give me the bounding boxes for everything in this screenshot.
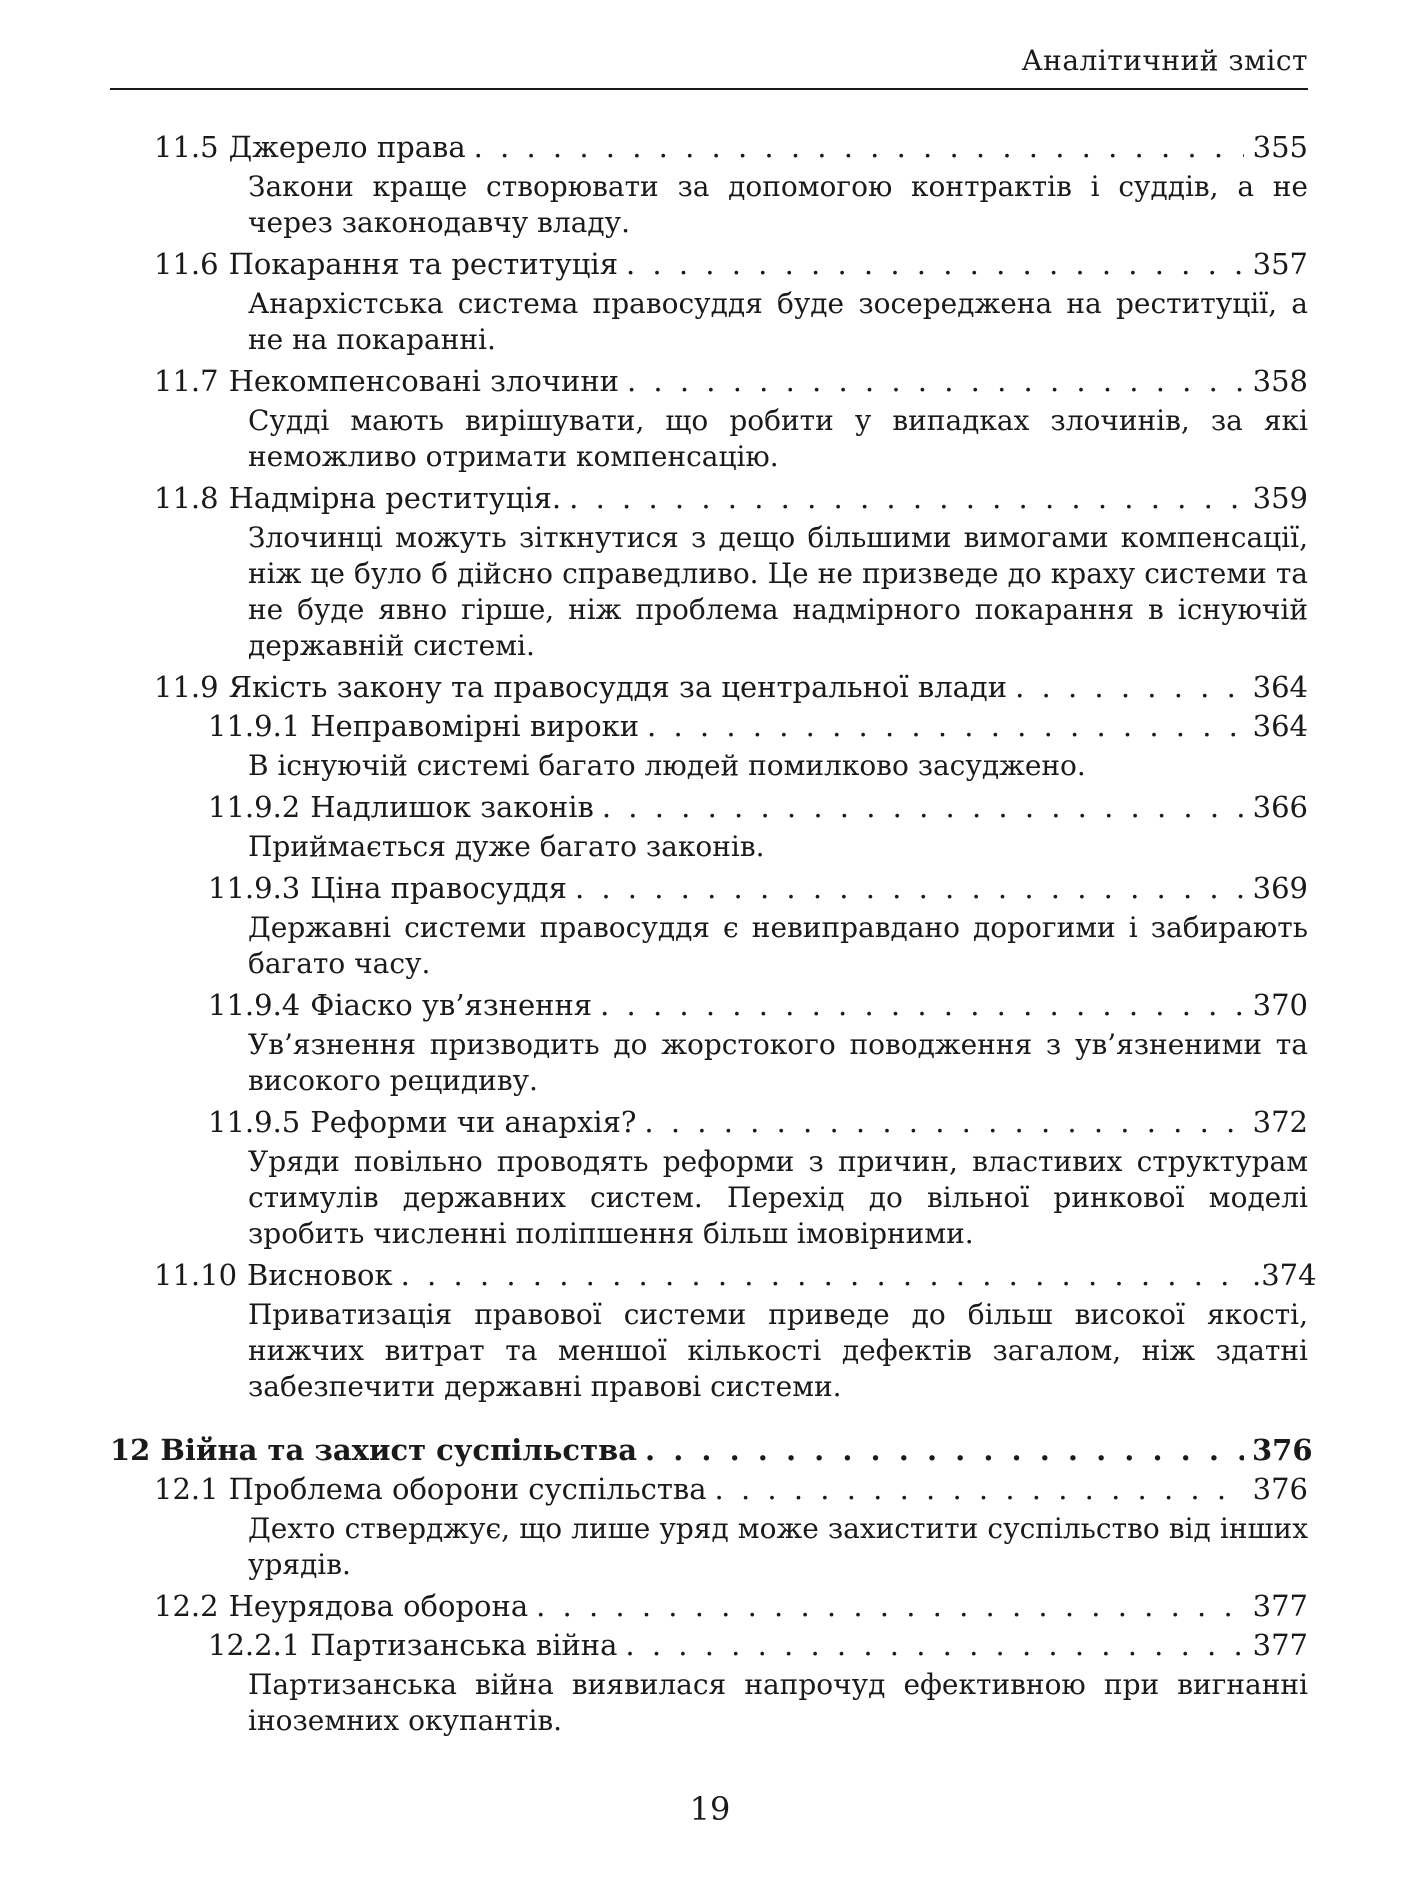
page-number: 359 [1252,481,1308,515]
page-number: 358 [1252,364,1308,398]
section-title: Надмірна реституція. [228,481,562,515]
section-summary: Закони краще створювати за допомогою контрактів і суддів, а не через законодавчу владу. [248,170,1308,239]
dot-leader [569,479,1244,518]
section-number: 12.2 [154,1589,219,1623]
dot-leader [401,1256,1244,1295]
page-number: 355 [1252,130,1308,164]
section-title: Некомпенсовані злочини [228,364,619,398]
chapter-number: 12 [110,1433,151,1467]
section-number: 11.9.4 [208,988,301,1022]
page-number: 377 [1252,1589,1308,1623]
page-number: 364 [1252,670,1308,704]
page-number: 366 [1252,790,1308,824]
toc-entry[interactable] [110,362,1308,401]
section-number: 11.9 [154,670,219,704]
section-summary: Судді мають вирішувати, що робити у випадках злочинів, за які неможливо отримати компенсацію. [248,404,1308,473]
page-number: 377 [1252,1628,1308,1662]
section-title: Висновок [247,1258,393,1292]
page-number: .374 [1252,1258,1317,1292]
dot-leader [644,1103,1244,1142]
section-title: Проблема оборони суспільства [228,1472,707,1506]
section-title: Неурядова оборона [228,1589,529,1623]
dot-leader [474,128,1244,167]
section-summary: В існуючій системі багато людей помилково засуджено. [248,749,1086,782]
page-number: 376 [1252,1472,1308,1506]
section-summary: Партизанська війна виявилася напрочуд ефективною при вигнанні іноземних окупантів. [248,1668,1308,1737]
running-header-title: Аналітичний зміст [1021,44,1308,77]
dot-leader [600,986,1244,1025]
section-title: Реформи чи анархія? [310,1105,637,1139]
section-summary: Державні системи правосуддя є невиправдано дорогими і забирають багато часу. [248,911,1308,980]
section-title: Надлишок законів [310,790,594,824]
section-title: Якість закону та правосуддя за центральної влади [228,670,1008,704]
section-number: 11.7 [154,364,219,398]
section-number: 11.5 [154,130,219,164]
dot-leader [626,245,1244,284]
page-number: 376 [1252,1433,1313,1467]
section-number: 11.9.3 [208,871,301,905]
section-number: 11.9.1 [208,709,301,743]
section-summary: Приватизація правової системи приведе до більш високої якості, нижчих витрат та меншої кількості дефектів загалом, ніж здатні забезпечити державні правові системи. [248,1298,1308,1403]
toc-entry[interactable] [110,479,1308,518]
section-number: 11.8 [154,481,219,515]
page-number: 364 [1252,709,1308,743]
dot-leader [1015,668,1244,707]
toc-entry[interactable] [110,1626,1308,1665]
toc-entry[interactable] [110,707,1308,746]
section-number: 12.1 [154,1472,219,1506]
toc-entry[interactable] [110,1256,1317,1295]
page-folio: 19 [689,1790,731,1828]
toc-entry[interactable] [110,128,1308,167]
toc-entry[interactable] [110,986,1308,1025]
running-header [110,40,1308,90]
page-number: 369 [1252,871,1308,905]
section-title: Фіаско ув’язнення [310,988,593,1022]
section-title: Ціна правосуддя [310,871,567,905]
chapter-title: Війна та захист суспільства [160,1433,638,1467]
section-number: 11.9.5 [208,1105,301,1139]
dot-leader [625,1626,1244,1665]
section-summary: Ув’язнення призводить до жорстокого поводження з ув’язненими та високого рецидиву. [248,1028,1308,1097]
dot-leader [627,362,1244,401]
section-title: Джерело права [228,130,466,164]
dot-leader [645,1431,1244,1470]
section-summary: Уряди повільно проводять реформи з причин, властивих структурам стимулів державних систем. Перехід до вільної ринкової моделі зробить численні поліпшення більш імовірними. [248,1145,1308,1250]
dot-leader [536,1587,1244,1626]
section-title: Неправомірні вироки [310,709,640,743]
page-number: 372 [1252,1105,1308,1139]
section-summary: Приймається дуже багато законів. [248,830,765,863]
dot-leader [647,707,1244,746]
section-number: 11.9.2 [208,790,301,824]
page-number: 357 [1252,247,1308,281]
section-title: Покарання та реституція [228,247,618,281]
table-of-contents [110,128,1317,1743]
toc-entry[interactable] [110,245,1308,284]
section-number: 12.2.1 [208,1628,301,1662]
dot-leader [602,788,1244,827]
toc-entry[interactable] [110,1587,1308,1626]
section-number: 11.6 [154,247,219,281]
dot-leader [575,869,1244,908]
toc-entry[interactable] [110,869,1308,908]
dot-leader [715,1470,1244,1509]
toc-entry[interactable] [110,788,1308,827]
toc-entry[interactable] [110,668,1308,707]
toc-chapter-entry[interactable] [110,1431,1313,1470]
toc-entry[interactable] [110,1470,1308,1509]
section-summary: Дехто стверджує, що лише уряд може захистити суспільство від інших урядів. [248,1512,1308,1581]
toc-entry[interactable] [110,1103,1308,1142]
section-number: 11.10 [154,1258,238,1292]
section-summary: Злочинці можуть зіткнутися з дещо більшими вимогами компенсації, ніж це було б дійсно справедливо. Це не призведе до краху системи та не буде явно гірше, ніж проблема надмірного покарання в існуючій державній системі. [248,521,1308,662]
section-summary: Анархістська система правосуддя буде зосереджена на реституції, а не на покаранні. [248,287,1308,356]
section-title: Партизанська війна [310,1628,618,1662]
page-number: 370 [1252,988,1308,1022]
